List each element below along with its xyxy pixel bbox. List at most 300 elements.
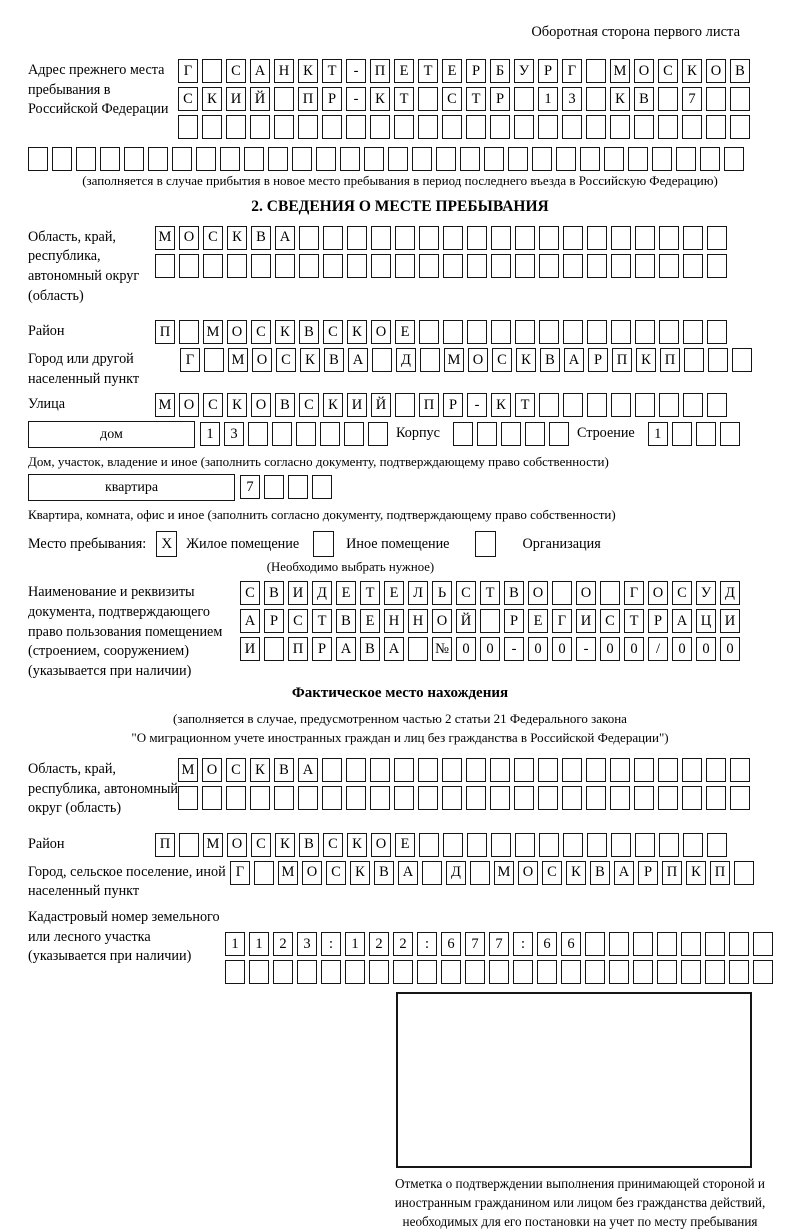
char-cell[interactable] xyxy=(707,320,727,344)
char-cell[interactable] xyxy=(706,115,726,139)
char-cell[interactable] xyxy=(586,59,606,83)
char-cell[interactable] xyxy=(657,960,677,984)
char-cell[interactable] xyxy=(730,115,750,139)
char-cell[interactable]: М xyxy=(178,758,198,782)
char-cell[interactable]: С xyxy=(542,861,562,885)
char-cell[interactable] xyxy=(563,226,583,250)
char-cell[interactable]: В xyxy=(251,226,271,250)
char-cell[interactable]: С xyxy=(323,320,343,344)
char-cell[interactable]: М xyxy=(203,833,223,857)
char-cell[interactable] xyxy=(724,147,744,171)
char-cell[interactable] xyxy=(395,393,415,417)
char-cell[interactable] xyxy=(730,786,750,810)
char-cell[interactable]: Р xyxy=(538,59,558,83)
char-cell[interactable]: 1 xyxy=(648,422,668,446)
char-cell[interactable] xyxy=(683,393,703,417)
char-cell[interactable]: И xyxy=(347,393,367,417)
char-cell[interactable] xyxy=(28,147,48,171)
char-cell[interactable]: С xyxy=(178,87,198,111)
checkbox-organization[interactable] xyxy=(475,531,496,557)
char-cell[interactable] xyxy=(477,422,497,446)
char-cell[interactable] xyxy=(538,758,558,782)
char-cell[interactable] xyxy=(633,932,653,956)
char-cell[interactable]: - xyxy=(467,393,487,417)
char-cell[interactable]: К xyxy=(682,59,702,83)
char-cell[interactable] xyxy=(600,581,620,605)
char-cell[interactable]: М xyxy=(494,861,514,885)
char-cell[interactable] xyxy=(652,147,672,171)
char-cell[interactable]: Й xyxy=(250,87,270,111)
char-cell[interactable] xyxy=(730,87,750,111)
char-cell[interactable] xyxy=(753,932,773,956)
char-cell[interactable]: К xyxy=(323,393,343,417)
char-cell[interactable]: С xyxy=(323,833,343,857)
char-cell[interactable] xyxy=(491,833,511,857)
char-cell[interactable]: Т xyxy=(624,609,644,633)
char-cell[interactable] xyxy=(274,87,294,111)
char-cell[interactable]: К xyxy=(300,348,320,372)
char-cell[interactable] xyxy=(460,147,480,171)
char-cell[interactable] xyxy=(720,422,740,446)
char-cell[interactable] xyxy=(611,393,631,417)
char-cell[interactable] xyxy=(587,833,607,857)
char-cell[interactable] xyxy=(508,147,528,171)
char-cell[interactable]: 7 xyxy=(489,932,509,956)
char-cell[interactable]: А xyxy=(398,861,418,885)
char-cell[interactable]: У xyxy=(696,581,716,605)
char-cell[interactable] xyxy=(272,422,292,446)
char-cell[interactable]: А xyxy=(298,758,318,782)
char-cell[interactable]: С xyxy=(492,348,512,372)
char-cell[interactable]: В xyxy=(324,348,344,372)
char-cell[interactable]: К xyxy=(347,833,367,857)
char-cell[interactable] xyxy=(369,960,389,984)
char-cell[interactable]: К xyxy=(298,59,318,83)
char-cell[interactable] xyxy=(490,786,510,810)
char-cell[interactable]: Р xyxy=(264,609,284,633)
char-cell[interactable]: П xyxy=(155,833,175,857)
char-cell[interactable]: О xyxy=(302,861,322,885)
char-cell[interactable]: В xyxy=(299,320,319,344)
char-cell[interactable] xyxy=(683,320,703,344)
char-cell[interactable] xyxy=(611,320,631,344)
char-cell[interactable] xyxy=(562,115,582,139)
char-cell[interactable] xyxy=(100,147,120,171)
char-cell[interactable] xyxy=(609,960,629,984)
char-cell[interactable]: Р xyxy=(443,393,463,417)
char-cell[interactable]: К xyxy=(370,87,390,111)
char-cell[interactable] xyxy=(682,758,702,782)
char-cell[interactable]: О xyxy=(227,833,247,857)
char-cell[interactable] xyxy=(226,786,246,810)
char-cell[interactable] xyxy=(370,786,390,810)
char-cell[interactable]: С xyxy=(600,609,620,633)
char-cell[interactable]: 1 xyxy=(200,422,220,446)
char-cell[interactable]: Р xyxy=(638,861,658,885)
char-cell[interactable] xyxy=(491,226,511,250)
char-cell[interactable] xyxy=(729,932,749,956)
char-cell[interactable] xyxy=(681,932,701,956)
char-cell[interactable]: А xyxy=(614,861,634,885)
char-cell[interactable]: В xyxy=(275,393,295,417)
char-cell[interactable] xyxy=(490,115,510,139)
char-cell[interactable]: О xyxy=(371,320,391,344)
char-cell[interactable]: М xyxy=(610,59,630,83)
char-cell[interactable]: О xyxy=(202,758,222,782)
char-cell[interactable]: О xyxy=(648,581,668,605)
char-cell[interactable] xyxy=(586,115,606,139)
char-cell[interactable] xyxy=(248,422,268,446)
char-cell[interactable]: О xyxy=(251,393,271,417)
char-cell[interactable] xyxy=(466,758,486,782)
char-cell[interactable] xyxy=(587,320,607,344)
char-cell[interactable]: Р xyxy=(648,609,668,633)
char-cell[interactable]: А xyxy=(348,348,368,372)
char-cell[interactable]: Ь xyxy=(432,581,452,605)
char-cell[interactable]: 0 xyxy=(528,637,548,661)
char-cell[interactable]: О xyxy=(371,833,391,857)
char-cell[interactable]: К xyxy=(610,87,630,111)
char-cell[interactable]: : xyxy=(417,932,437,956)
char-cell[interactable]: Д xyxy=(720,581,740,605)
char-cell[interactable] xyxy=(633,960,653,984)
char-cell[interactable] xyxy=(393,960,413,984)
char-cell[interactable] xyxy=(395,226,415,250)
char-cell[interactable] xyxy=(684,348,704,372)
char-cell[interactable]: К xyxy=(491,393,511,417)
char-cell[interactable]: В xyxy=(590,861,610,885)
char-cell[interactable] xyxy=(467,226,487,250)
char-cell[interactable] xyxy=(730,758,750,782)
char-cell[interactable] xyxy=(202,59,222,83)
char-cell[interactable] xyxy=(441,960,461,984)
char-cell[interactable]: О xyxy=(252,348,272,372)
char-cell[interactable] xyxy=(484,147,504,171)
char-cell[interactable]: 0 xyxy=(624,637,644,661)
checkbox-residential[interactable]: X xyxy=(156,531,177,557)
char-cell[interactable] xyxy=(418,115,438,139)
char-cell[interactable] xyxy=(753,960,773,984)
char-cell[interactable] xyxy=(610,758,630,782)
char-cell[interactable] xyxy=(420,348,440,372)
char-cell[interactable]: К xyxy=(347,320,367,344)
char-cell[interactable] xyxy=(322,786,342,810)
char-cell[interactable]: С xyxy=(276,348,296,372)
char-cell[interactable]: № xyxy=(432,637,452,661)
char-cell[interactable] xyxy=(634,115,654,139)
char-cell[interactable] xyxy=(634,758,654,782)
char-cell[interactable] xyxy=(707,393,727,417)
char-cell[interactable]: П xyxy=(370,59,390,83)
char-cell[interactable] xyxy=(659,393,679,417)
char-cell[interactable] xyxy=(346,115,366,139)
char-cell[interactable]: У xyxy=(514,59,534,83)
char-cell[interactable] xyxy=(347,254,367,278)
char-cell[interactable] xyxy=(466,115,486,139)
char-cell[interactable] xyxy=(394,758,414,782)
char-cell[interactable]: 0 xyxy=(672,637,692,661)
char-cell[interactable] xyxy=(683,833,703,857)
char-cell[interactable]: Н xyxy=(408,609,428,633)
char-cell[interactable] xyxy=(562,786,582,810)
char-cell[interactable] xyxy=(586,786,606,810)
char-cell[interactable] xyxy=(700,147,720,171)
char-cell[interactable]: А xyxy=(336,637,356,661)
char-cell[interactable]: Р xyxy=(466,59,486,83)
char-cell[interactable]: С xyxy=(203,393,223,417)
char-cell[interactable]: И xyxy=(240,637,260,661)
char-cell[interactable]: Й xyxy=(456,609,476,633)
char-cell[interactable]: С xyxy=(203,226,223,250)
char-cell[interactable] xyxy=(274,115,294,139)
char-cell[interactable] xyxy=(76,147,96,171)
char-cell[interactable]: Р xyxy=(490,87,510,111)
char-cell[interactable]: К xyxy=(227,393,247,417)
char-cell[interactable]: : xyxy=(513,932,533,956)
char-cell[interactable] xyxy=(532,147,552,171)
char-cell[interactable]: 0 xyxy=(720,637,740,661)
char-cell[interactable] xyxy=(587,254,607,278)
char-cell[interactable]: С xyxy=(672,581,692,605)
char-cell[interactable] xyxy=(345,960,365,984)
char-cell[interactable]: О xyxy=(518,861,538,885)
char-cell[interactable]: В xyxy=(540,348,560,372)
char-cell[interactable] xyxy=(563,320,583,344)
char-cell[interactable]: Е xyxy=(528,609,548,633)
char-cell[interactable]: Т xyxy=(480,581,500,605)
char-cell[interactable]: 7 xyxy=(465,932,485,956)
char-cell[interactable] xyxy=(436,147,456,171)
char-cell[interactable] xyxy=(657,932,677,956)
char-cell[interactable] xyxy=(563,393,583,417)
char-cell[interactable] xyxy=(443,254,463,278)
char-cell[interactable] xyxy=(52,147,72,171)
char-cell[interactable] xyxy=(525,422,545,446)
char-cell[interactable] xyxy=(539,393,559,417)
char-cell[interactable]: Й xyxy=(371,393,391,417)
char-cell[interactable]: 7 xyxy=(682,87,702,111)
char-cell[interactable] xyxy=(706,87,726,111)
char-cell[interactable] xyxy=(610,115,630,139)
char-cell[interactable] xyxy=(371,226,391,250)
char-cell[interactable] xyxy=(682,786,702,810)
char-cell[interactable] xyxy=(538,115,558,139)
char-cell[interactable]: С xyxy=(288,609,308,633)
char-cell[interactable]: 0 xyxy=(456,637,476,661)
char-cell[interactable] xyxy=(537,960,557,984)
char-cell[interactable] xyxy=(443,833,463,857)
char-cell[interactable]: К xyxy=(275,320,295,344)
char-cell[interactable] xyxy=(370,115,390,139)
char-cell[interactable] xyxy=(515,226,535,250)
char-cell[interactable]: - xyxy=(346,59,366,83)
char-cell[interactable]: Р xyxy=(504,609,524,633)
char-cell[interactable]: 0 xyxy=(696,637,716,661)
char-cell[interactable]: П xyxy=(419,393,439,417)
char-cell[interactable]: К xyxy=(275,833,295,857)
char-cell[interactable]: О xyxy=(179,226,199,250)
char-cell[interactable]: Г xyxy=(552,609,572,633)
char-cell[interactable] xyxy=(658,115,678,139)
char-cell[interactable] xyxy=(274,786,294,810)
char-cell[interactable]: - xyxy=(346,87,366,111)
char-cell[interactable] xyxy=(683,226,703,250)
char-cell[interactable] xyxy=(417,960,437,984)
char-cell[interactable] xyxy=(298,786,318,810)
char-cell[interactable] xyxy=(491,320,511,344)
char-cell[interactable]: Г xyxy=(624,581,644,605)
char-cell[interactable] xyxy=(611,226,631,250)
char-cell[interactable] xyxy=(442,786,462,810)
char-cell[interactable] xyxy=(371,254,391,278)
char-cell[interactable] xyxy=(489,960,509,984)
char-cell[interactable] xyxy=(681,960,701,984)
char-cell[interactable]: 2 xyxy=(393,932,413,956)
char-cell[interactable] xyxy=(453,422,473,446)
char-cell[interactable] xyxy=(491,254,511,278)
char-cell[interactable] xyxy=(563,833,583,857)
char-cell[interactable] xyxy=(587,393,607,417)
char-cell[interactable]: П xyxy=(155,320,175,344)
char-cell[interactable] xyxy=(418,786,438,810)
char-cell[interactable] xyxy=(296,422,316,446)
char-cell[interactable] xyxy=(539,226,559,250)
char-cell[interactable] xyxy=(609,932,629,956)
char-cell[interactable] xyxy=(394,115,414,139)
char-cell[interactable] xyxy=(635,320,655,344)
char-cell[interactable]: В xyxy=(299,833,319,857)
char-cell[interactable] xyxy=(634,786,654,810)
char-cell[interactable]: С xyxy=(442,87,462,111)
char-cell[interactable] xyxy=(705,932,725,956)
char-cell[interactable] xyxy=(556,147,576,171)
char-cell[interactable]: 6 xyxy=(537,932,557,956)
char-cell[interactable] xyxy=(148,147,168,171)
char-cell[interactable] xyxy=(202,115,222,139)
char-cell[interactable]: 1 xyxy=(538,87,558,111)
char-cell[interactable]: С xyxy=(240,581,260,605)
char-cell[interactable]: Е xyxy=(442,59,462,83)
char-cell[interactable] xyxy=(244,147,264,171)
char-cell[interactable]: О xyxy=(576,581,596,605)
char-cell[interactable] xyxy=(250,786,270,810)
char-cell[interactable] xyxy=(515,833,535,857)
char-cell[interactable] xyxy=(587,226,607,250)
char-cell[interactable]: Е xyxy=(394,59,414,83)
char-cell[interactable] xyxy=(611,833,631,857)
char-cell[interactable] xyxy=(178,786,198,810)
char-cell[interactable] xyxy=(658,786,678,810)
char-cell[interactable] xyxy=(172,147,192,171)
char-cell[interactable]: К xyxy=(202,87,222,111)
char-cell[interactable]: Г xyxy=(178,59,198,83)
char-cell[interactable]: М xyxy=(203,320,223,344)
char-cell[interactable] xyxy=(196,147,216,171)
char-cell[interactable] xyxy=(659,833,679,857)
char-cell[interactable]: Т xyxy=(360,581,380,605)
char-cell[interactable] xyxy=(586,87,606,111)
char-cell[interactable] xyxy=(443,320,463,344)
char-cell[interactable] xyxy=(676,147,696,171)
char-cell[interactable] xyxy=(611,254,631,278)
char-cell[interactable] xyxy=(658,87,678,111)
char-cell[interactable]: И xyxy=(226,87,246,111)
char-cell[interactable]: А xyxy=(672,609,692,633)
char-cell[interactable]: О xyxy=(706,59,726,83)
char-cell[interactable] xyxy=(323,254,343,278)
char-cell[interactable]: О xyxy=(179,393,199,417)
char-cell[interactable] xyxy=(466,786,486,810)
char-cell[interactable] xyxy=(322,758,342,782)
char-cell[interactable] xyxy=(419,226,439,250)
char-cell[interactable]: А xyxy=(275,226,295,250)
char-cell[interactable]: - xyxy=(504,637,524,661)
char-cell[interactable]: 3 xyxy=(297,932,317,956)
char-cell[interactable]: К xyxy=(516,348,536,372)
char-cell[interactable]: Ц xyxy=(696,609,716,633)
char-cell[interactable] xyxy=(254,861,274,885)
char-cell[interactable] xyxy=(707,254,727,278)
char-cell[interactable] xyxy=(706,786,726,810)
char-cell[interactable] xyxy=(552,581,572,605)
char-cell[interactable] xyxy=(514,87,534,111)
char-cell[interactable]: С xyxy=(226,59,246,83)
char-cell[interactable] xyxy=(635,833,655,857)
char-cell[interactable] xyxy=(635,254,655,278)
char-cell[interactable]: Т xyxy=(515,393,535,417)
char-cell[interactable] xyxy=(539,833,559,857)
char-cell[interactable] xyxy=(370,758,390,782)
char-cell[interactable]: Н xyxy=(384,609,404,633)
char-cell[interactable]: Р xyxy=(588,348,608,372)
char-cell[interactable]: Д xyxy=(446,861,466,885)
char-cell[interactable]: 6 xyxy=(561,932,581,956)
char-cell[interactable]: 7 xyxy=(240,475,260,499)
char-cell[interactable] xyxy=(372,348,392,372)
char-cell[interactable] xyxy=(264,637,284,661)
char-cell[interactable] xyxy=(323,226,343,250)
char-cell[interactable] xyxy=(344,422,364,446)
char-cell[interactable]: Г xyxy=(180,348,200,372)
char-cell[interactable] xyxy=(203,254,223,278)
char-cell[interactable]: П xyxy=(612,348,632,372)
char-cell[interactable] xyxy=(250,115,270,139)
char-cell[interactable] xyxy=(298,115,318,139)
char-cell[interactable]: 3 xyxy=(562,87,582,111)
char-cell[interactable] xyxy=(514,115,534,139)
char-cell[interactable] xyxy=(419,254,439,278)
char-cell[interactable] xyxy=(179,320,199,344)
char-cell[interactable]: В xyxy=(730,59,750,83)
char-cell[interactable]: С xyxy=(251,833,271,857)
char-cell[interactable] xyxy=(585,932,605,956)
char-cell[interactable] xyxy=(708,348,728,372)
char-cell[interactable] xyxy=(490,758,510,782)
char-cell[interactable]: Е xyxy=(336,581,356,605)
char-cell[interactable] xyxy=(707,833,727,857)
char-cell[interactable]: 0 xyxy=(480,637,500,661)
char-cell[interactable] xyxy=(610,786,630,810)
char-cell[interactable]: М xyxy=(155,393,175,417)
char-cell[interactable] xyxy=(179,254,199,278)
char-cell[interactable] xyxy=(706,758,726,782)
char-cell[interactable]: Т xyxy=(394,87,414,111)
char-cell[interactable]: 3 xyxy=(224,422,244,446)
char-cell[interactable] xyxy=(202,786,222,810)
char-cell[interactable] xyxy=(683,254,703,278)
char-cell[interactable] xyxy=(322,115,342,139)
char-cell[interactable] xyxy=(316,147,336,171)
